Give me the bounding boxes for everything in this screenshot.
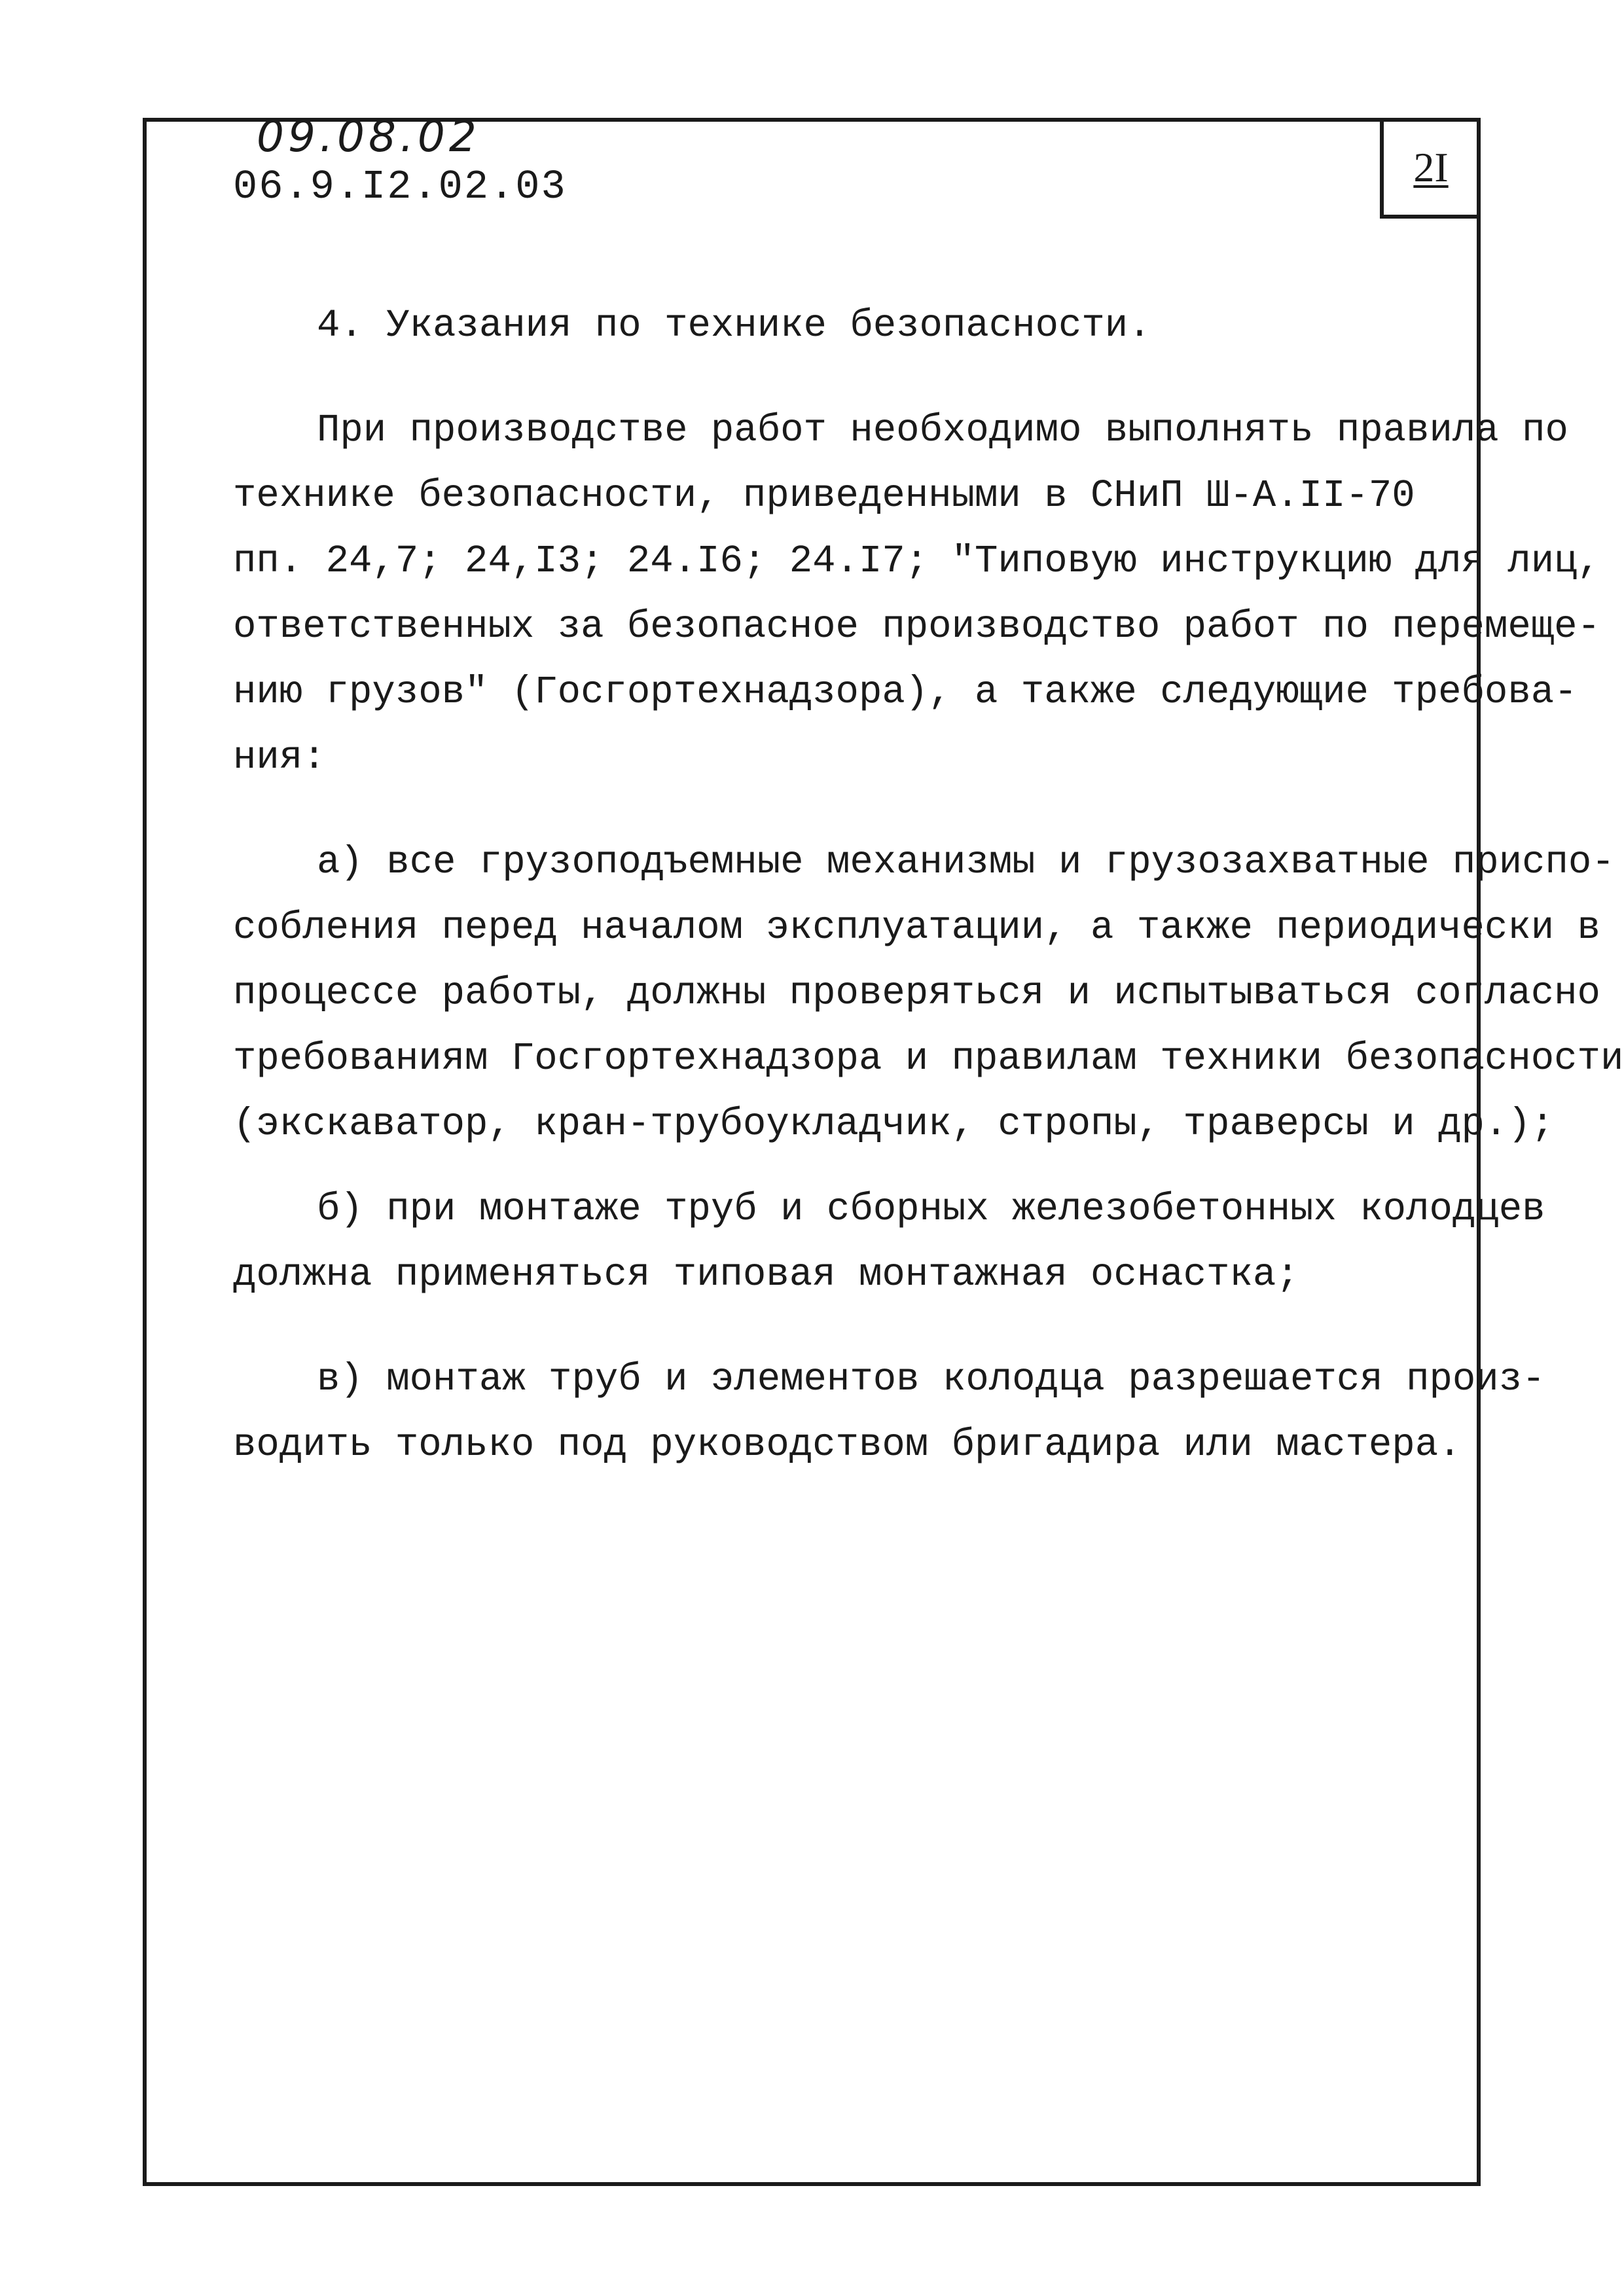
page-number-box: [1380, 120, 1478, 219]
text-line: должна применяться типовая монтажная оснастка;: [233, 1253, 1299, 1297]
document-code: 06.9.I2.02.03: [233, 164, 567, 210]
text-line: процессе работы, должны проверяться и испытываться согласно: [233, 971, 1600, 1015]
item-a: [233, 830, 1624, 1157]
text-line: водить только под руководством бригадира или мастера.: [233, 1423, 1462, 1467]
section-title: 4. Указания по технике безопасности.: [317, 304, 1151, 348]
text-line: собления перед началом эксплуатации, а также периодически в: [233, 906, 1600, 950]
document-body: [233, 293, 1624, 1478]
text-line: б) при монтаже труб и сборных железобетонных колодцев: [317, 1187, 1545, 1231]
text-line: При производстве работ необходимо выполнять правила по: [317, 408, 1568, 452]
text-line: (экскаватор, кран-трубоукладчик, стропы, траверсы и др.);: [233, 1102, 1555, 1146]
text-line: нию грузов" (Госгортехнадзора), а также следующие требова-: [233, 670, 1578, 714]
text-line: технике безопасности, приведенными в СНиП Ш-А.II-70: [233, 474, 1415, 518]
page-number: 2I: [1413, 144, 1449, 190]
intro-paragraph: [233, 398, 1600, 791]
text-line: а) все грузоподъемные механизмы и грузозахватные приспо-: [317, 840, 1615, 884]
text-line: требованиям Госгортехнадзора и правилам техники безопасности: [233, 1037, 1624, 1081]
text-line: пп. 24,7; 24,I3; 24.I6; 24.I7; "Типовую инструкцию для лиц,: [233, 539, 1600, 583]
text-line: ответственных за безопасное производство работ по перемеще-: [233, 605, 1600, 649]
item-b: [233, 1177, 1545, 1308]
item-c: [233, 1347, 1545, 1478]
text-line: в) монтаж труб и элементов колодца разрешается произ-: [317, 1357, 1545, 1401]
handwritten-code: 09.08.02: [257, 111, 480, 162]
text-line: ния:: [233, 736, 326, 780]
